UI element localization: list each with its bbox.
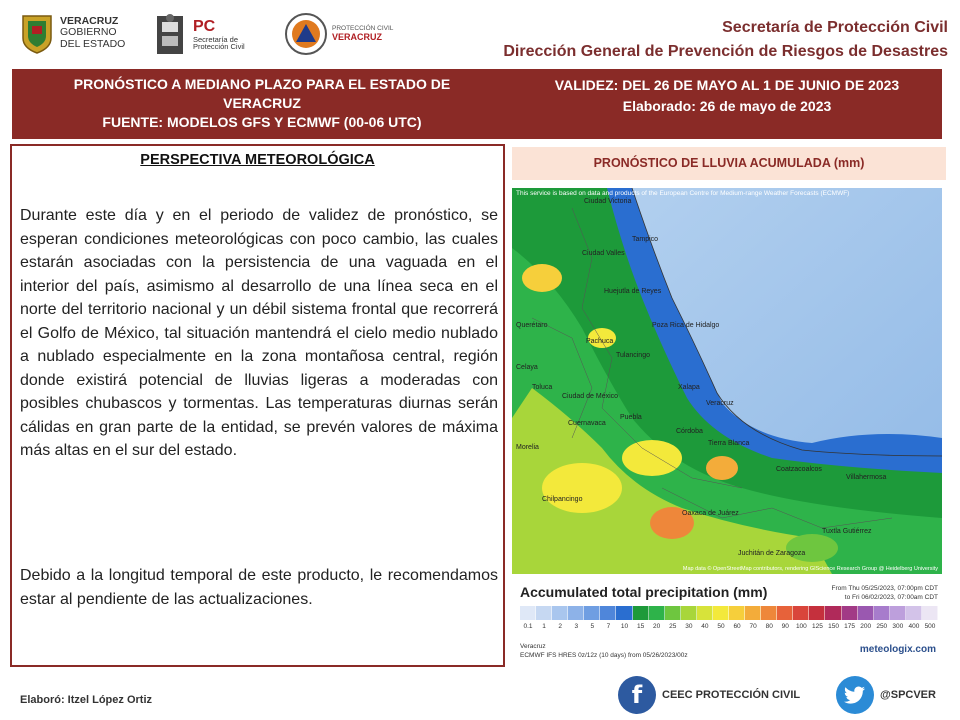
city-label: Pachuca [586,338,614,345]
legend-colorbar [520,606,938,620]
legend-swatch [713,606,729,620]
legend-tick: 500 [924,623,936,630]
legend-title: Accumulated total precipitation (mm) [520,584,768,600]
header-titles [503,16,948,64]
city-label: Ciudad Victoria [584,198,632,205]
direccion-title: Dirección General de Prevención de Riesgos de Desastres [503,43,948,60]
legend-tick: 250 [876,623,888,630]
legend-tick: 80 [765,623,773,630]
legend-tick: 25 [669,623,677,630]
secretaria-title: Secretaría de Protección Civil [722,19,948,36]
legend-region: Veracruz [520,643,546,650]
legend-ticks [520,623,938,630]
map-credits: Map data © OpenStreetMap contributors, rendering GIScience Research Group @ Heidelberg University [682,566,938,572]
precipitation-legend [512,578,942,664]
facebook-label[interactable]: CEEC PROTECCIÓN CIVIL [662,689,801,701]
pc-triangle-icon [284,12,328,56]
logo-pc-mark: PC [193,17,216,35]
perspectiva-heading: PERSPECTIVA METEOROLÓGICA [140,152,375,168]
city-label: Cuernavaca [568,420,606,427]
facebook-link[interactable] [618,676,800,714]
twitter-link[interactable] [836,676,936,714]
legend-swatch [520,606,536,620]
legend-tick: 3 [574,623,579,630]
city-label: Tampico [632,236,659,243]
logo-pcv-line2: VERACRUZ [332,31,383,42]
legend-from: From Thu 05/25/2023, 07:00pm CDT [831,585,938,592]
perspectiva-panel [10,144,505,667]
city-label: Morelia [516,444,539,451]
city-label: Juchitán de Zaragoza [738,550,806,557]
legend-tick: 30 [685,623,693,630]
meteologix-brand: meteologix.com [859,644,936,655]
banner-prepared: Elaborado: 26 de mayo de 2023 [622,98,832,114]
banner-title-line2: VERACRUZ [223,95,301,111]
legend-swatch [697,606,713,620]
legend-tick: 10 [620,623,629,630]
forecast-banner [12,69,942,139]
city-label: Huejutla de Reyes [604,288,662,295]
city-label: Ciudad de México [562,393,619,400]
legend-swatch [761,606,777,620]
legend-swatch [825,606,841,620]
banner-validity: VALIDEZ: DEL 26 DE MAYO AL 1 DE JUNIO DE 2023 [554,77,900,93]
legend-to: to Fri 06/02/2023, 07:00am CDT [844,594,938,601]
legend-swatch [616,606,632,620]
legend-tick: 90 [781,623,789,630]
logo-veracruz-line2: GOBIERNO [60,26,117,39]
perspectiva-paragraph-1: Durante este día y en el periodo de validez de pronóstico, se esperan condiciones meteorológicas con poco cambio, las cuales estarán asociadas con la persistencia de una vaguada en el interior del país, asimismo al desarrollo de una línea seca en el norte del territorio nacional y un débil sistema frontal que recorrerá el Golfo de México, tal situación mantendrá el cielo medio nublado a nublado especialmente en la zona montañosa central, región donde existirá potencial de lluvias ligeras a moderadas con posibles chubascos y tormentas. Las temperaturas diurnas serán cálidas en gran parte de la entidad, se prevén valores de máxima más altas en el sur del estado. [20,207,498,459]
legend-tick: 2 [558,623,562,630]
legend-swatch [842,606,858,620]
legend-model: ECMWF IFS HRES 0z/12z (10 days) from 05/26/2023/00z [520,652,688,659]
legend-swatch [890,606,906,620]
logo-pc-veracruz [284,12,393,56]
legend-tick: 70 [749,623,757,630]
logo-pc [153,12,245,58]
legend-swatch [633,606,649,620]
legend-tick: 50 [717,623,725,630]
legend-tick: 175 [844,623,856,630]
city-label: Villahermosa [846,474,887,481]
legend-tick: 15 [636,623,645,630]
legend-tick: 1 [542,623,546,630]
city-label: Tulancingo [616,352,650,359]
legend-swatch [665,606,681,620]
legend-tick: 40 [701,623,709,630]
pc-emblem-icon [153,12,187,58]
legend-period [832,584,938,602]
legend-swatch [745,606,761,620]
logo-pcv-line1: PROTECCIÓN CIVIL [332,24,394,32]
city-label: Chilpancingo [542,496,583,503]
legend-swatch [552,606,568,620]
legend-tick: 7 [606,623,611,630]
twitter-icon[interactable] [836,676,874,714]
city-label: Ciudad Valles [582,250,625,257]
city-label: Veracruz [706,400,734,407]
legend-tick: 60 [733,623,741,630]
city-label: Tuxtla Gutiérrez [822,528,872,535]
city-label: Córdoba [676,428,703,435]
banner-source: FUENTE: MODELOS GFS Y ECMWF (00-06 UTC) [102,114,422,130]
legend-tick: 100 [795,623,807,630]
legend-swatch [681,606,697,620]
legend-swatch [922,606,938,620]
legend-tick: 200 [860,623,872,630]
facebook-icon[interactable]: f [618,676,656,714]
city-label: Querétaro [516,322,548,329]
legend-swatch [729,606,745,620]
legend-swatch [858,606,874,620]
logo-veracruz-line3: DEL ESTADO [60,37,126,50]
map-attribution: This service is based on data and products of the European Centre for Medium-range Weather Forecasts (ECMWF) [516,190,850,197]
legend-swatch [649,606,665,620]
legend-swatch [793,606,809,620]
logo-veracruz-line1: VERACRUZ [60,15,119,28]
city-label: Toluca [532,384,553,391]
city-label: Oaxaca de Juárez [682,510,739,517]
city-label: Xalapa [678,384,700,391]
veracruz-shield-icon [20,12,54,54]
city-label: Celaya [516,364,538,371]
twitter-label[interactable]: @SPCVER [880,689,936,701]
legend-swatch [777,606,793,620]
legend-swatch [536,606,552,620]
legend-swatch [584,606,600,620]
city-label: Puebla [620,414,642,421]
legend-swatch [568,606,584,620]
legend-tick: 150 [828,623,839,630]
legend-swatch [809,606,825,620]
logo-veracruz [20,12,125,54]
legend-tick: 125 [812,623,823,630]
legend-tick: 20 [653,623,661,630]
legend-swatch [906,606,922,620]
city-label: Tierra Blanca [708,440,750,447]
legend-tick: 5 [590,623,595,630]
legend-tick: 400 [908,623,920,630]
city-label: Coatzacoalcos [776,466,822,473]
legend-model-info [520,642,688,660]
legend-swatch [874,606,890,620]
city-label: Poza Rica de Hidalgo [652,322,720,329]
logo-pc-line2: Protección Civil [193,42,245,52]
precipitation-map [512,188,942,574]
perspectiva-paragraph-2: Debido a la longitud temporal de este producto, le recomendamos estar al pendiente de las actualizaciones. [20,567,498,608]
elaboro: Elaboró: Itzel López Ortiz [20,694,153,706]
map-title: PRONÓSTICO DE LLUVIA ACUMULADA (mm) [512,147,946,180]
banner-title-line1: PRONÓSTICO A MEDIANO PLAZO PARA EL ESTADO DE [73,76,451,92]
logo-pc-line1: Secretaría de [193,34,239,44]
legend-tick: 300 [892,623,904,630]
legend-swatch [600,606,616,620]
legend-tick: 0.1 [523,623,533,630]
